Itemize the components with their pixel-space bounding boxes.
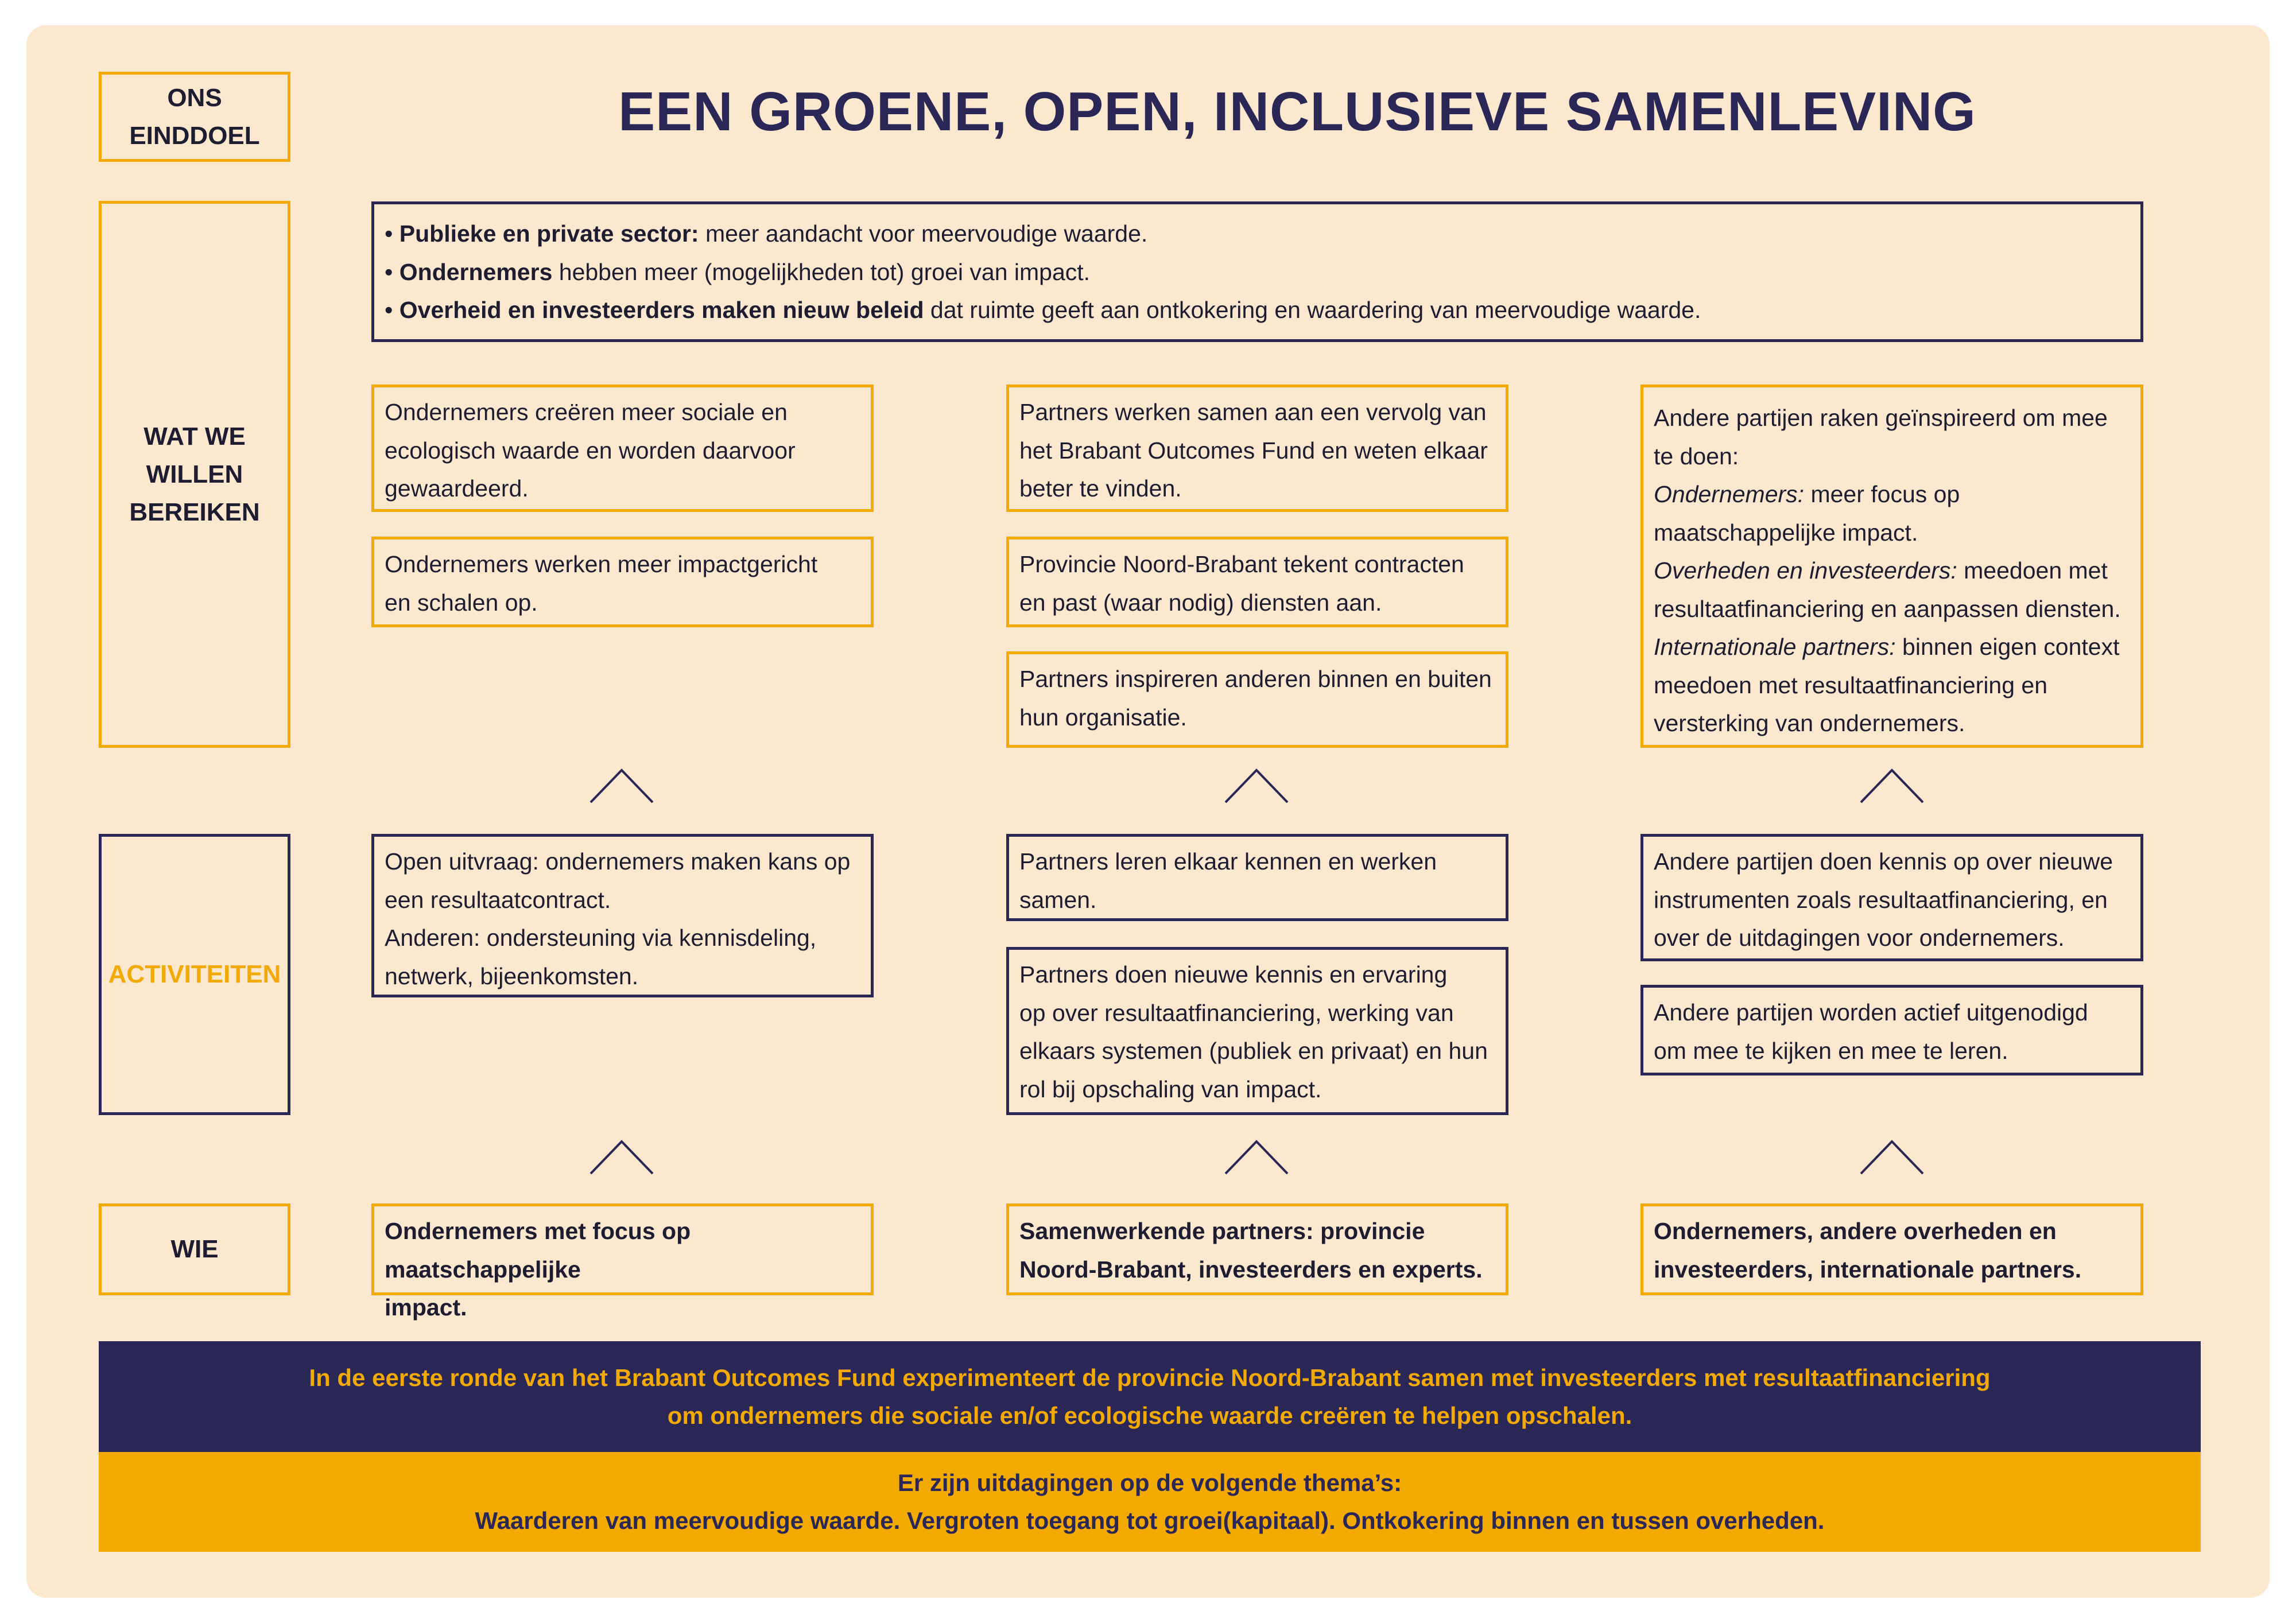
box-line (1654, 628, 2130, 666)
label-bereiken-line: WILLEN (146, 460, 243, 488)
italic-term: Internationale partners: (1654, 634, 1896, 660)
box-line: netwerk, bijeenkomsten. (385, 962, 639, 989)
box-line: Partners leren elkaar kennen en werken (1019, 848, 1437, 875)
box-line (1654, 552, 2130, 590)
band-gold (99, 1452, 2201, 1552)
box-line: Samenwerkende partners: provincie (1019, 1218, 1425, 1244)
box-line: Partners werken samen aan een vervolg van (1019, 399, 1487, 425)
bullet: • (385, 297, 393, 323)
label-einddoel-line: ONS (167, 83, 222, 112)
up-chevron-icon (1224, 1139, 1289, 1175)
summary-text: meer aandacht voor meervoudige waarde. (699, 220, 1148, 247)
box-line (1654, 475, 2130, 514)
box-line: en schalen op. (385, 589, 538, 616)
summary-text: dat ruimte geeft aan ontkokering en waardering van meervoudige waarde. (924, 297, 1701, 323)
bereiken-box-col2-3 (1006, 651, 1508, 748)
activiteiten-box-col1 (371, 834, 874, 997)
bereiken-box-col3 (1640, 385, 2143, 748)
summary-bold: Overheid en investeerders maken nieuw beleid (399, 297, 924, 323)
band-line: In de eerste ronde van het Brabant Outcomes Fund experimenteert de provincie Noord-Brabant samen met investeerders met resultaatfinanciering (309, 1364, 1991, 1391)
box-line: impact. (385, 1294, 467, 1321)
summary-text: hebben meer (mogelijkheden tot) groei van impact. (552, 258, 1091, 285)
label-bereiken-line: BEREIKEN (129, 498, 260, 526)
activiteiten-box-col2-2 (1006, 947, 1508, 1115)
box-line: Andere partijen doen kennis op over nieuwe (1654, 848, 2113, 875)
label-bereiken (99, 201, 290, 748)
box-line: versterking van ondernemers. (1654, 710, 1965, 736)
bereiken-box-col2-1 (1006, 385, 1508, 512)
box-line: gewaardeerd. (385, 475, 529, 502)
label-einddoel-line: EINDDOEL (129, 121, 260, 150)
box-line: beter te vinden. (1019, 475, 1182, 502)
box-line: om mee te kijken en mee te leren. (1654, 1037, 2008, 1064)
up-chevron-icon (589, 1139, 654, 1175)
summary-line (385, 253, 2130, 292)
box-line: het Brabant Outcomes Fund en weten elkaar (1019, 437, 1488, 464)
wie-box-col2 (1006, 1203, 1508, 1295)
up-chevron-icon (1224, 768, 1289, 803)
summary-box (371, 201, 2143, 342)
summary-bold: Publieke en private sector: (399, 220, 699, 247)
summary-line (385, 291, 2130, 329)
box-line: instrumenten zoals resultaatfinanciering, en (1654, 886, 2108, 913)
italic-term: Overheden en investeerders: (1654, 557, 1957, 584)
bereiken-box-col1-1 (371, 385, 874, 512)
box-line: Partners inspireren anderen binnen en buiten (1019, 666, 1492, 692)
activiteiten-box-col3-2 (1640, 985, 2143, 1075)
box-line: resultaatfinanciering en aanpassen diensten. (1654, 595, 2121, 622)
band-navy (99, 1341, 2201, 1452)
summary-line (385, 215, 2130, 253)
box-line: een resultaatcontract. (385, 886, 611, 913)
box-line: samen. (1019, 886, 1097, 913)
box-line: Ondernemers werken meer impactgericht (385, 551, 818, 577)
box-line: Ondernemers met focus op maatschappelijke (385, 1218, 691, 1283)
line-rest: meer focus op (1804, 481, 1960, 507)
activiteiten-box-col3-1 (1640, 834, 2143, 961)
box-line: over de uitdagingen voor ondernemers. (1654, 925, 2065, 951)
up-chevron-icon (1860, 1139, 1924, 1175)
page-title: EEN GROENE, OPEN, INCLUSIEVE SAMENLEVING (618, 81, 1976, 142)
bullet: • (385, 258, 393, 285)
box-line: te doen: (1654, 442, 1739, 469)
wie-box-col3 (1640, 1203, 2143, 1295)
box-line: rol bij opschaling van impact. (1019, 1075, 1322, 1102)
band-line: Waarderen van meervoudige waarde. Vergroten toegang tot groei(kapitaal). Ontkokering binnen en tussen overheden. (475, 1507, 1825, 1534)
box-line: Andere partijen worden actief uitgenodigd (1654, 999, 2088, 1026)
italic-term: Ondernemers: (1654, 481, 1805, 507)
bereiken-box-col2-2 (1006, 537, 1508, 627)
box-line: Ondernemers, andere overheden en (1654, 1218, 2057, 1244)
box-line: Ondernemers creëren meer sociale en (385, 399, 788, 425)
box-line: Andere partijen raken geïnspireerd om mee (1654, 405, 2108, 431)
box-line: Noord-Brabant, investeerders en experts. (1019, 1256, 1483, 1283)
bereiken-box-col1-2 (371, 537, 874, 627)
summary-bold: Ondernemers (399, 258, 553, 285)
label-activiteiten (99, 834, 290, 1115)
box-line: Provincie Noord-Brabant tekent contracten (1019, 551, 1464, 577)
box-line: Partners doen nieuwe kennis en ervaring (1019, 961, 1448, 988)
box-line: hun organisatie. (1019, 704, 1187, 731)
line-rest: meedoen met (1957, 557, 2108, 584)
label-activiteiten-text: ACTIVITEITEN (108, 960, 281, 988)
label-einddoel (99, 72, 290, 162)
band-line: om ondernemers die sociale en/of ecologische waarde creëren te helpen opschalen. (667, 1401, 1632, 1429)
activiteiten-box-col2-1 (1006, 834, 1508, 921)
up-chevron-icon (1860, 768, 1924, 803)
band-line: Er zijn uitdagingen op de volgende thema’s: (897, 1469, 1402, 1496)
label-wie (99, 1203, 290, 1295)
box-line: Anderen: ondersteuning via kennisdeling, (385, 925, 817, 951)
box-line: ecologisch waarde en worden daarvoor (385, 437, 796, 464)
wie-box-col1 (371, 1203, 874, 1321)
up-chevron-icon (589, 768, 654, 803)
line-rest: binnen eigen context (1895, 634, 2120, 660)
box-line: meedoen met resultaatfinanciering en (1654, 671, 2048, 698)
label-wie-text: WIE (170, 1235, 219, 1263)
box-line: investeerders, internationale partners. (1654, 1256, 2082, 1283)
box-line: maatschappelijke impact. (1654, 519, 1918, 546)
box-line: elkaars systemen (publiek en privaat) en hun (1019, 1038, 1488, 1064)
box-line: op over resultaatfinanciering, werking van (1019, 999, 1454, 1026)
label-bereiken-line: WAT WE (144, 422, 246, 451)
box-line: Open uitvraag: ondernemers maken kans op (385, 848, 851, 875)
box-line: en past (waar nodig) diensten aan. (1019, 589, 1382, 616)
bullet: • (385, 220, 393, 247)
